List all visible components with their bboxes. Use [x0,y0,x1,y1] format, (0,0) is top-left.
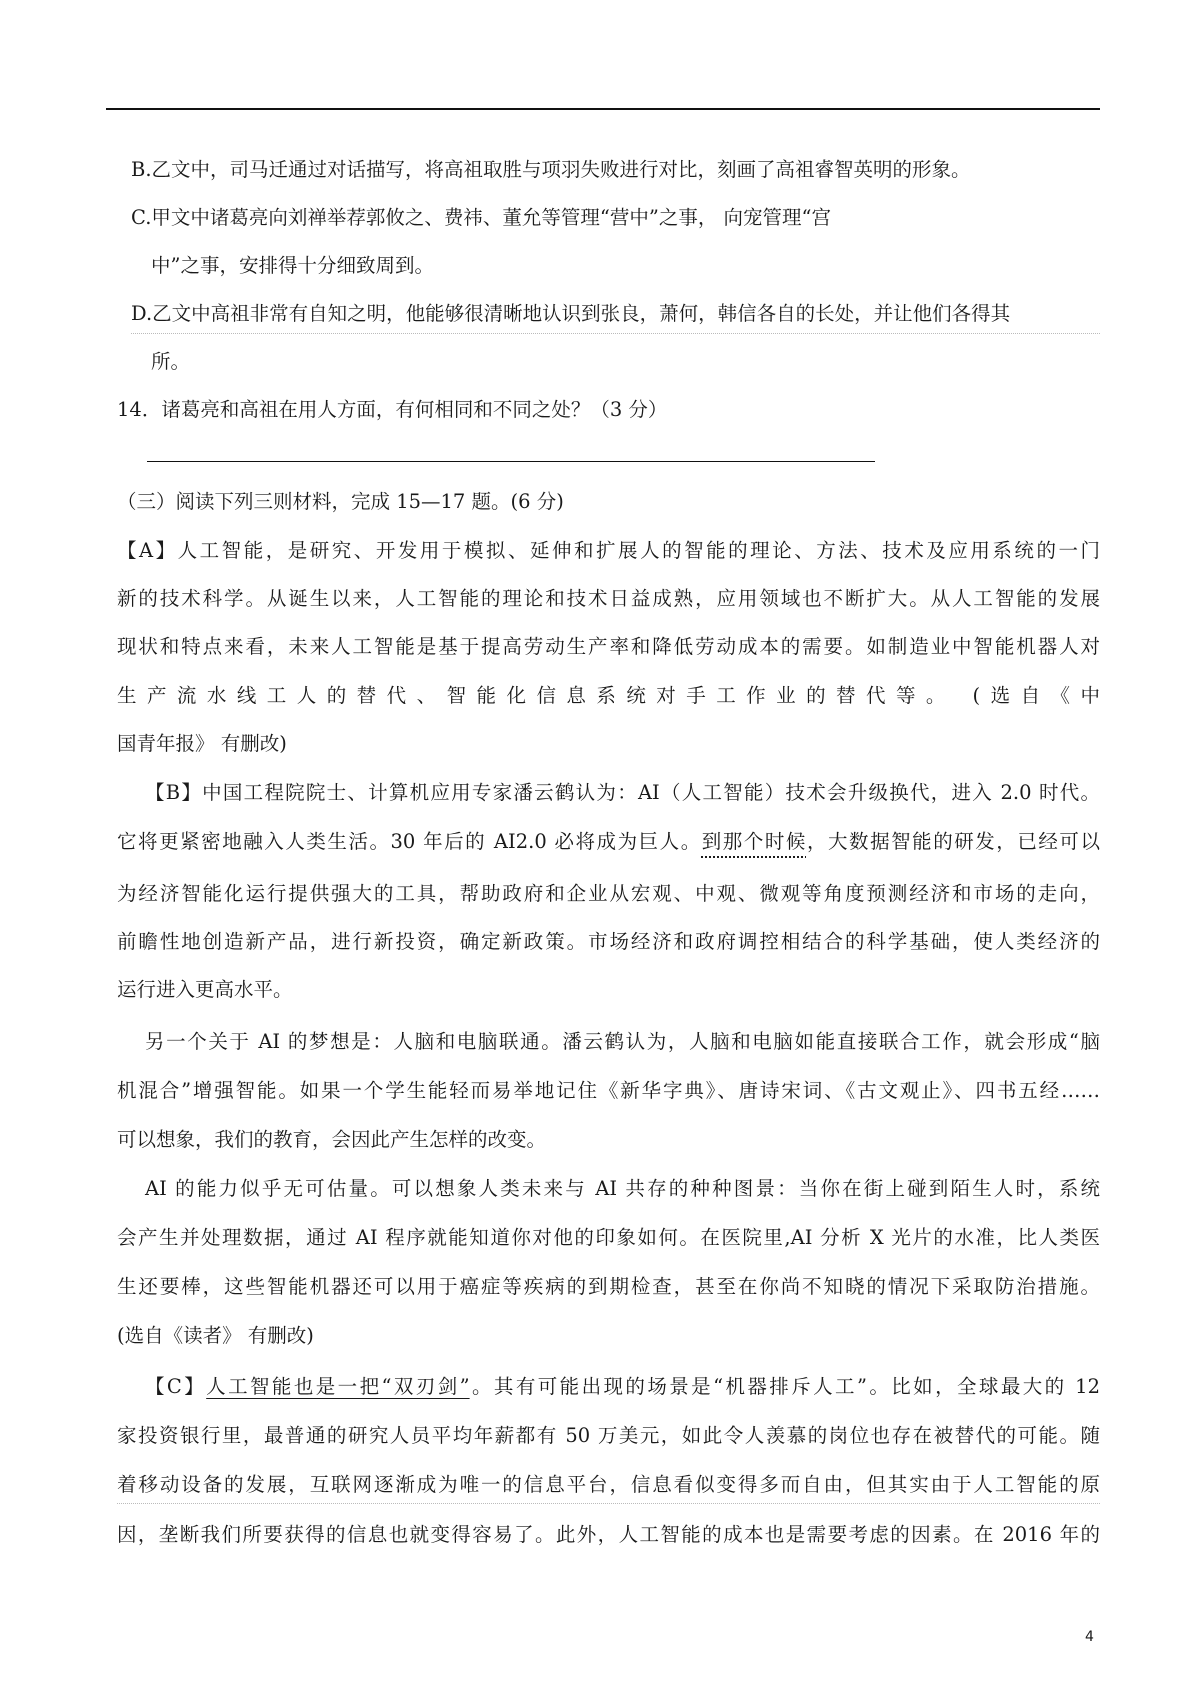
material-b-line: 生还要棒，这些智能机器还可以用于癌症等疾病的到期检查，甚至在你尚不知晓的情况下采取防治措施。 [117,1275,1100,1298]
q13-option-b: B.乙文中，司马迁通过对话描写，将高祖取胜与项羽失败进行对比，刻画了高祖睿智英明的形象。 [131,158,971,181]
page-number: 4 [1085,1629,1094,1645]
header-rule [106,108,1100,110]
material-b-line: 会产生并处理数据，通过 AI 程序就能知道你对他的印象如何。在医院里,AI 分析 X 光片的水准，比人类医 [117,1226,1100,1249]
material-c-line: 家投资银行里，最普通的研究人员平均年薪都有 50 万美元，如此令人羡慕的岗位也存在被替代的可能。随 [117,1424,1100,1447]
q13-option-c-line2: 中”之事，安排得十分细致周到。 [151,254,434,277]
material-b-line: 可以想象，我们的教育，会因此产生怎样的改变。 [117,1128,547,1151]
material-b-line: 运行进入更高水平。 [117,978,293,1001]
material-a-line: 生产流水线工人的替代、智能化信息系统对手工作业的替代等。 (选自《中 [117,684,1100,707]
material-c-line: 【C】人工智能也是一把“双刃剑”。其有可能出现的场景是“机器排斥人工”。比如，全球最大的 12 [145,1375,1100,1398]
q14-question: 14．诸葛亮和高祖在用人方面，有何相同和不同之处？（3 分） [117,398,668,421]
underlined-text: 人工智能也是一把“双刃剑” [206,1375,470,1398]
material-b-source: (选自《读者》 有删改) [117,1324,314,1347]
q13-option-d-line2: 所。 [151,350,191,373]
section3-heading: （三）阅读下列三则材料，完成 15—17 题。(6 分) [117,490,564,513]
material-a-line: 现状和特点来看，未来人工智能是基于提高劳动生产率和降低劳动成本的需要。如制造业中智能机器人对 [117,635,1100,658]
q13-option-d-line1: D.乙文中高祖非常有自知之明，他能够很清晰地认识到张良，萧何，韩信各自的长处，并让他们各得其 [131,302,1011,325]
q14-answer-line [147,461,875,462]
material-b-line: 为经济智能化运行提供强大的工具，帮助政府和企业从宏观、中观、微观等角度预测经济和市场的走向， [117,882,1100,905]
material-b-line: 【B】中国工程院院士、计算机应用专家潘云鹤认为：AI（人工智能）技术会升级换代，进入 2.0 时代。 [145,781,1100,804]
material-b-line: 另一个关于 AI 的梦想是：人脑和电脑联通。潘云鹤认为，人脑和电脑如能直接联合工作，就会形成“脑 [145,1030,1100,1053]
dotted-guide [131,333,1100,334]
material-a-source: 国青年报》 有删改) [117,732,287,755]
material-c-line: 因，垄断我们所要获得的信息也就变得容易了。此外，人工智能的成本也是需要考虑的因素。在 2016 年的 [117,1523,1100,1546]
material-b-line: 它将更紧密地融入人类生活。30 年后的 AI2.0 必将成为巨人。到那个时候，大数据智能的研发，已经可以 [117,830,1100,853]
material-a-line: 新的技术科学。从诞生以来，人工智能的理论和技术日益成熟，应用领域也不断扩大。从人工智能的发展 [117,587,1100,610]
material-b-line: AI 的能力似乎无可估量。可以想象人类未来与 AI 共存的种种图景：当你在街上碰到陌生人时，系统 [145,1177,1100,1200]
material-a-line: 【A】人工智能，是研究、开发用于模拟、延伸和扩展人的智能的理论、方法、技术及应用系统的一门 [117,539,1100,562]
material-b-line: 机混合”增强智能。如果一个学生能轻而易举地记住《新华字典》、唐诗宋词、《古文观止》、四书五经…… [117,1079,1100,1102]
material-c-line: 着移动设备的发展，互联网逐渐成为唯一的信息平台，信息看似变得多而自由，但其实由于人工智能的原 [117,1473,1100,1496]
emphasis-text: 到那个时候 [701,830,807,853]
material-b-line: 前瞻性地创造新产品，进行新投资，确定新政策。市场经济和政府调控相结合的科学基础，使人类经济的 [117,930,1100,953]
dotted-guide [117,1503,1100,1504]
q13-option-c-line1: C.甲文中诸葛亮向刘禅举荐郭攸之、费祎、董允等管理“营中”之事， 向宠管理“宫 [131,206,832,229]
